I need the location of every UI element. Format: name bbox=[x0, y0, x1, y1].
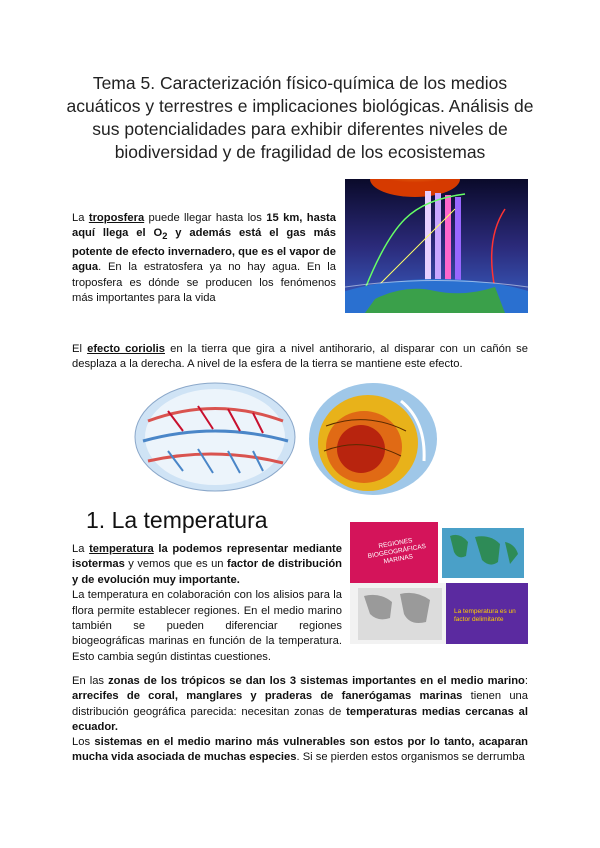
section-heading: 1. La temperatura bbox=[86, 507, 268, 533]
text-bold: factor de distribución y de evolución muy importante. bbox=[72, 558, 343, 586]
text-run: En las bbox=[72, 675, 109, 687]
page-title: Tema 5. Caracterización físico-química de los medios acuáticos y terrestres e implicaciones biológicas. Análisis de sus potencialidades para exhibir diferentes niveles de biodiversidad y de fragilidad de los ecosistemas bbox=[66, 73, 534, 162]
text-run: La bbox=[72, 543, 90, 555]
text-run: en la tierra que gira a nivel antihorario, al disparar con un cañón se desplaza a la derecha. A nivel de la esfera de la tierra se mantiene este efecto. bbox=[72, 343, 528, 371]
term-coriolis: efecto coriolis bbox=[87, 343, 165, 355]
text-run: La bbox=[72, 212, 89, 224]
text-bold: y además está el gas más potente de efecto invernadero, que es el vapor de agua bbox=[72, 227, 336, 274]
slide-label-factor: La temperatura es un factor delimitante bbox=[454, 608, 516, 623]
term-temperatura: temperatura bbox=[89, 543, 154, 555]
text-run: : bbox=[524, 675, 528, 687]
text-run: y vemos que es un bbox=[124, 558, 227, 571]
subscript: 2 bbox=[162, 231, 168, 242]
text-bold: sistemas en el medio marino más vulnerables bbox=[94, 736, 346, 748]
text-bold: son estos por lo tanto, acaparan mucha vida asociada de muchas especies bbox=[72, 736, 528, 764]
text-run: La temperatura en colaboración con los alisios para la flora permite establecer regiones. En el medio marino también se pueden diferenciar regiones biogeográficas marinas en función de la temperatura. Esto cambia según distintas cuestiones. bbox=[72, 589, 342, 663]
coriolis-globe-image bbox=[128, 381, 302, 493]
text-bold: la podemos representar mediante isotermas bbox=[72, 543, 342, 571]
sistemas-paragraph bbox=[72, 735, 528, 766]
text-bold: zonas de los trópicos se dan los 3 sistemas importantes en el medio marino bbox=[108, 675, 525, 687]
term-troposfera: troposfera bbox=[88, 212, 145, 224]
text-run: puede llegar hasta los bbox=[144, 212, 267, 224]
coriolis-paragraph bbox=[72, 342, 528, 373]
temperatura-paragraph bbox=[72, 542, 342, 665]
text-bold: arrecifes de coral, manglares y praderas de fanerógamas marinas bbox=[72, 690, 463, 703]
slide-label-regiones: REGIONES BIOGEOGRÁFICAS MARINAS bbox=[367, 537, 427, 566]
atmosphere-layers-image bbox=[345, 179, 528, 313]
text-bold: 15 km, hasta aquí llega el O bbox=[72, 212, 336, 240]
text-bold: temperaturas medias cercanas al ecuador. bbox=[72, 705, 528, 734]
tropicos-paragraph bbox=[72, 674, 528, 736]
troposfera-paragraph bbox=[72, 211, 336, 307]
text-run: . Si se pierden estos organismos se derrumba bbox=[296, 751, 525, 764]
biogeographic-regions-slide bbox=[350, 522, 528, 644]
earth-cutaway-image bbox=[306, 381, 440, 496]
text-run: El bbox=[72, 343, 88, 355]
text-run: tienen una distribución geográfica parecida: necesitan zonas de bbox=[72, 690, 528, 718]
text-run: . En la estratosfera ya no hay agua. En la troposfera es dónde se producen los fenómenos más importantes para la vida bbox=[72, 261, 336, 305]
text-run: Los bbox=[72, 736, 95, 748]
